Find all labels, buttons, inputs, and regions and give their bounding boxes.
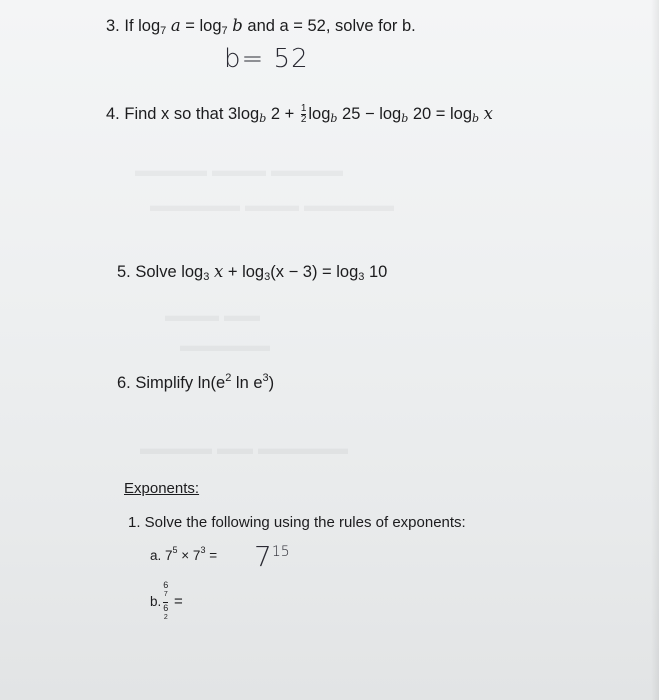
exponents-part-a [150,545,217,563]
fraction-one-half [301,104,307,125]
numerator-exponent: 7 [163,591,168,598]
show-through-smudge [140,438,348,459]
log-base: b [472,112,480,125]
q4-text-2: 2 + [266,105,299,123]
log-base: 7 [160,25,167,37]
log-base: 3 [264,271,271,283]
part-b-label: b. [150,594,162,610]
exponents-part-b [150,580,183,625]
q4-text-5: 20 = log [408,105,473,123]
paper-edge-shadow [651,0,659,700]
numerator-base: 6 [163,580,169,590]
variable-x: x [483,104,493,123]
part-a-label: a. 7 [150,548,173,563]
q3-text-3: and a = 52, solve for b. [242,17,416,35]
handwritten-answer-part-a [254,540,290,573]
handwritten-answer-q3: b= 52 [224,44,309,74]
denominator-exponent: 2 [163,614,168,621]
variable-a: a [170,16,181,35]
question-number: 6. [117,374,131,392]
q6-text-3: ) [268,374,275,392]
question-number: 4. [106,105,120,123]
q4-text-3: log [308,105,331,123]
q4-text-4: 25 − log [337,105,402,123]
question-3 [106,16,416,37]
log-base: b [330,112,338,125]
exponent: 3 [262,372,269,384]
log-base: 7 [221,25,228,37]
fraction-denominator: 2 [300,114,307,126]
show-through-smudge [150,195,394,216]
exponents-question-1: 1. Solve the following using the rules of exponents: [128,514,466,531]
question-5 [117,262,387,283]
show-through-smudge [180,335,270,356]
q6-text-2: ln e [231,374,263,392]
question-4 [106,104,493,125]
part-a-mid: × 7 [177,548,201,563]
exponent: 3 [200,545,206,555]
q4-text-1: Find x so that 3log [124,105,260,123]
answer-base: 7 [254,540,272,573]
variable-b: b [232,16,243,35]
question-number: 5. [117,263,131,281]
log-base: b [401,112,409,125]
exponent: 2 [225,372,232,384]
log-base: 3 [358,271,365,283]
section-heading-exponents: Exponents: [124,480,200,497]
question-number: 3. [106,17,120,35]
denominator-base: 6 [163,603,169,613]
variable-x: x [213,262,224,281]
show-through-smudge [135,160,343,181]
q5-text-2: + log [223,263,265,281]
answer-exponent: 15 [271,544,290,560]
fraction-numerator: 1 [300,103,307,115]
question-6 [117,372,274,393]
q6-text-1: Simplify ln(e [135,374,226,392]
part-a-equals: = [205,548,218,563]
fraction-denominator [163,602,168,625]
q3-text-2: = log [180,17,222,35]
q5-text-1: Solve log [135,263,204,281]
log-base: 3 [203,271,210,283]
fraction-numerator [163,580,168,602]
part-b-equals: = [174,593,183,611]
exponent: 5 [172,545,178,555]
q3-text-1: If log [124,17,161,35]
show-through-smudge [165,305,260,326]
fraction-six-powers [163,580,168,625]
q5-text-4: 10 [364,263,388,281]
q5-text-3: (x − 3) = log [270,263,359,281]
log-base: b [259,112,267,125]
